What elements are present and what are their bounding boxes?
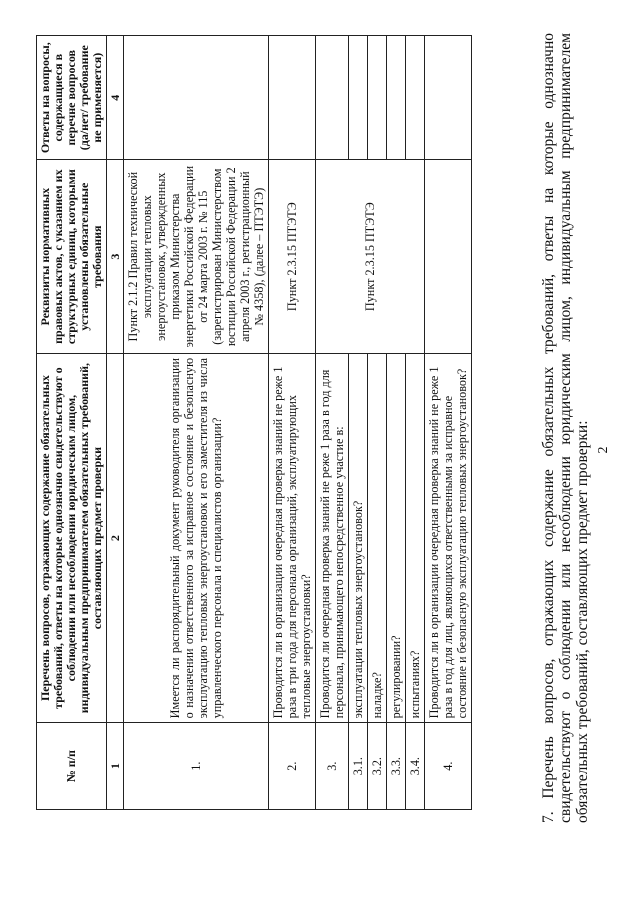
header-questions: Перечень вопросов, отражающих содержание обязательных требований, ответы на которые однозначно свидетельствуют о соблюдении или несоблюдении юридическим лицом, индивидуальным предпринимателем обязательных требований, составляющих предмет проверки: [37, 353, 107, 722]
column-number: 1: [107, 723, 124, 810]
column-number: 3: [107, 160, 124, 354]
table-row: [425, 36, 472, 810]
row-number: 3.3.: [387, 723, 406, 810]
row-number: 3.1.: [349, 723, 368, 810]
column-number: 4: [107, 36, 124, 160]
row-number: 4.: [425, 723, 472, 810]
table-header-row: [37, 36, 107, 810]
table-row: [349, 36, 368, 810]
row-number: 1.: [124, 723, 269, 810]
table-row: [406, 36, 425, 810]
row-question: эксплуатации тепловых энергоустановок?: [349, 353, 368, 722]
row-question: Проводится ли в организации очередная проверка знаний не реже 1 раза в три года для персонала организаций, эксплуатирующих тепловые энергоустановки?: [269, 353, 316, 722]
row-question: испытаниях?: [406, 353, 425, 722]
row-question: регулировании?: [387, 353, 406, 722]
table-row: [269, 36, 316, 810]
row-legal-ref: Пункт 2.3.15 ПТЭТЭ: [269, 160, 316, 354]
row-number: 3.: [316, 723, 349, 810]
row-question: наладке?: [368, 353, 387, 722]
row-answer-cell: [425, 36, 472, 160]
row-answer-cell: [124, 36, 269, 160]
row-question: Проводится ли в организации очередная проверка знаний не реже 1 раза в год для лиц, являющихся ответственными за исправное состояние и безопасную эксплуатацию тепловых энергоустановок?: [425, 353, 472, 722]
row-number: 2.: [269, 723, 316, 810]
row-question: Имеется ли распорядительный документ руководителя организации о назначении ответственного за исправное состояние и безопасную эксплуатацию тепловых энергоустановок и его заместителя из числа управленческого персонала и специалистов организации?: [124, 353, 269, 722]
column-number: 2: [107, 353, 124, 722]
row-answer-cell: [316, 36, 349, 160]
header-number: № п/п: [37, 723, 107, 810]
table-row: [368, 36, 387, 810]
row-answer-cell: [387, 36, 406, 160]
column-number-row: [107, 36, 124, 810]
row-answer-cell: [406, 36, 425, 160]
row-number: 3.4.: [406, 723, 425, 810]
header-legal-refs: Реквизиты нормативных правовых актов, с указанием их структурных единиц, которыми установлены обязательные требования: [37, 160, 107, 354]
row-legal-ref: Пункт 2.3.15 ПТЭТЭ: [316, 160, 425, 354]
section-heading: 7. Перечень вопросов, отражающих содержание обязательных требований, ответы на которые однозначно свидетельствуют о соблюдении или несоблюдении юридическим лицом, индивидуальным предпринимателем обязательных требований, составляющих предмет проверки:: [540, 33, 591, 823]
row-number: 3.2.: [368, 723, 387, 810]
row-question: Проводится ли очередная проверка знаний не реже 1 раза в год для персонала, принимающего непосредственное участие в:: [316, 353, 349, 722]
requirements-table: [36, 35, 472, 810]
header-answers: Ответы на вопросы, содержащиеся в перечне вопросов (да/нет/ требование не применяется): [37, 36, 107, 160]
row-legal-ref: [425, 160, 472, 354]
row-answer-cell: [368, 36, 387, 160]
row-legal-ref: Пункт 2.1.2 Правил технической эксплуатации тепловых энергоустановок, утвержденных приказом Министерства энергетики Российской Федерации от 24 марта 2003 г. № 115 (зарегистрирован Министерством юстиции Российской Федерации 2 апреля 2003 г., регистрационный № 4358), (далее – ПТЭТЭ): [124, 160, 269, 354]
table-row: [387, 36, 406, 810]
table-row: [316, 36, 349, 810]
row-answer-cell: [269, 36, 316, 160]
row-answer-cell: [349, 36, 368, 160]
page-number: 2: [596, 446, 611, 454]
table-row: [124, 36, 269, 810]
